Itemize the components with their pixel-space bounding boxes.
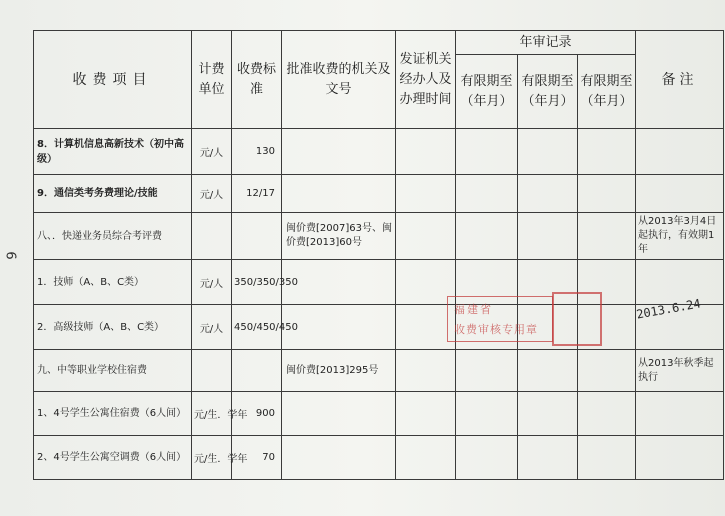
row-valid-3 xyxy=(578,175,636,213)
row-valid-2 xyxy=(518,213,578,260)
row-valid-3 xyxy=(578,129,636,175)
row-item: 8．计算机信息高新技术（初中高级） xyxy=(34,129,192,175)
row-valid-1 xyxy=(456,213,518,260)
row-basis xyxy=(282,260,396,305)
row-basis xyxy=(282,175,396,213)
table-row xyxy=(34,175,724,213)
personal-seal xyxy=(552,292,602,346)
row-issuer xyxy=(396,129,456,175)
row-issuer xyxy=(396,350,456,392)
row-valid-3 xyxy=(578,213,636,260)
row-basis xyxy=(282,392,396,436)
row-valid-2 xyxy=(518,129,578,175)
row-valid-2 xyxy=(518,350,578,392)
row-standard: 900 xyxy=(232,392,282,436)
row-valid-2 xyxy=(518,392,578,436)
row-item: 八、．快递业务员综合考评费 xyxy=(34,213,192,260)
row-remark xyxy=(636,436,724,480)
row-basis xyxy=(282,129,396,175)
header-valid-until-1: 有限期至（年月） xyxy=(456,55,518,129)
row-standard: 350/350/350 xyxy=(232,260,282,305)
page-number: 6 xyxy=(2,251,18,260)
row-standard: 130 xyxy=(232,129,282,175)
row-valid-3 xyxy=(578,392,636,436)
row-valid-2 xyxy=(518,436,578,480)
header-item: 收费项目 xyxy=(34,31,192,129)
table-row xyxy=(34,350,724,392)
row-basis xyxy=(282,436,396,480)
header-valid-until-3: 有限期至（年月） xyxy=(578,55,636,129)
row-valid-1 xyxy=(456,436,518,480)
header-unit: 计费单位 xyxy=(192,31,232,129)
row-basis xyxy=(282,305,396,350)
row-item: 1、4号学生公寓住宿费（6人间） xyxy=(34,392,192,436)
fee-table xyxy=(33,30,724,480)
row-item: 1．技师（A、B、C类） xyxy=(34,260,192,305)
handwritten-date: 2013.6.24 xyxy=(635,296,702,322)
row-valid-2 xyxy=(518,175,578,213)
row-valid-3 xyxy=(578,350,636,392)
official-stamp: 福建省 收费审核专用章 xyxy=(447,296,553,342)
row-valid-3 xyxy=(578,436,636,480)
row-issuer xyxy=(396,175,456,213)
row-remark xyxy=(636,175,724,213)
row-issuer xyxy=(396,392,456,436)
row-unit: 元/人 xyxy=(192,175,232,213)
row-item: 九、中等职业学校住宿费 xyxy=(34,350,192,392)
header-annual: 年审记录 xyxy=(456,31,636,55)
row-basis: 闽价费[2007]63号、闽价费[2013]60号 xyxy=(282,213,396,260)
table-row xyxy=(34,129,724,175)
table-row xyxy=(34,305,724,350)
row-remark xyxy=(636,392,724,436)
row-remark: 从2013年3月4日起执行，有效期1年 xyxy=(636,213,724,260)
header-standard: 收费标准 xyxy=(232,31,282,129)
row-valid-1 xyxy=(456,350,518,392)
table-row xyxy=(34,213,724,260)
row-item: 2．高级技师（A、B、C类） xyxy=(34,305,192,350)
row-standard: 70 xyxy=(232,436,282,480)
header-valid-until-2: 有限期至（年月） xyxy=(518,55,578,129)
row-item: 9．通信类考务费理论/技能 xyxy=(34,175,192,213)
table-row xyxy=(34,436,724,480)
header-basis: 批准收费的机关及文号 xyxy=(282,31,396,129)
row-standard xyxy=(232,350,282,392)
row-unit xyxy=(192,350,232,392)
row-standard xyxy=(232,213,282,260)
table-row xyxy=(34,392,724,436)
row-unit: 元/人 xyxy=(192,129,232,175)
row-unit: 元/人 xyxy=(192,305,232,350)
row-remark: 从2013年秋季起执行 xyxy=(636,350,724,392)
row-remark xyxy=(636,129,724,175)
row-unit xyxy=(192,213,232,260)
row-unit: 元/生．学年 xyxy=(192,392,232,436)
row-issuer xyxy=(396,436,456,480)
header-issuer: 发证机关经办人及办理时间 xyxy=(396,31,456,129)
row-basis: 闽价费[2013]295号 xyxy=(282,350,396,392)
row-unit: 元/人 xyxy=(192,260,232,305)
row-standard: 450/450/450 xyxy=(232,305,282,350)
row-valid-1 xyxy=(456,392,518,436)
row-item: 2、4号学生公寓空调费（6人间） xyxy=(34,436,192,480)
row-unit: 元/生．学年 xyxy=(192,436,232,480)
table-row xyxy=(34,260,724,305)
row-valid-1 xyxy=(456,175,518,213)
row-issuer xyxy=(396,213,456,260)
row-remark xyxy=(636,260,724,305)
row-valid-1 xyxy=(456,129,518,175)
header-remark: 备注 xyxy=(636,31,724,129)
row-standard: 12/17 xyxy=(232,175,282,213)
